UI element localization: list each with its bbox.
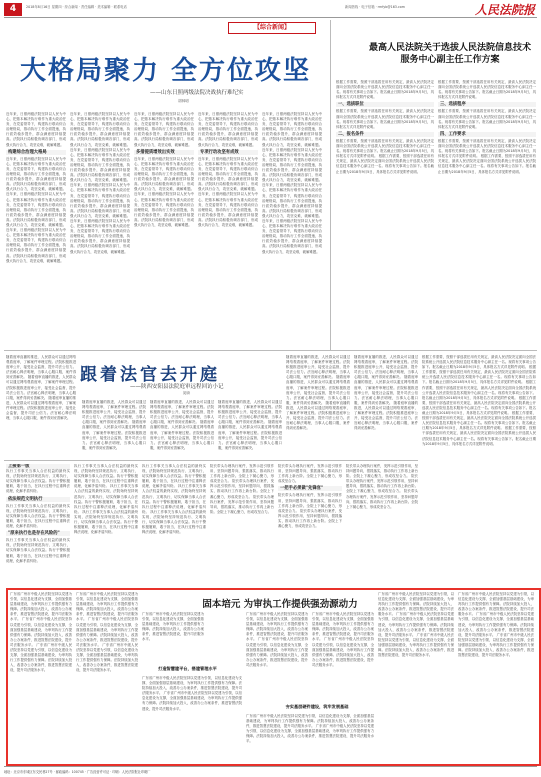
lower-mid-body: 院长带头办理执行案件，发挥示范引领作用，坚持问题导向，狠抓落实，推动执行工作再上新台阶。全院上下凝心聚力，形成攻坚合力。 — [210, 479, 274, 499]
featured-body: 广东省广州市中级人民法院坚持以党建为引领，以信息化建设为支撑，全面加强基层基础建设，为审判执行工作提供强有力保障。法院持续加大投入，改善办公办案条件，推进智慧法院建设，提升司法服务水平。 — [378, 632, 454, 658]
featured-column-7 — [458, 592, 534, 760]
mid-article-body: 随着庭审直播的推进，人民群众可以通过网络观看庭审，了解案件审理过程。法院积极推进庭审公开，接受社会监督，提升司法公信力。法官耐心释法明理，当事人心服口服，案件得到妥善解决。 — [286, 355, 350, 380]
lower-left-body: 执行工作事关当事人合法权益的最终实现，法院始终坚持规范执行、文明执行，切实保障当事人合法权益。执行干警积极履职，敢于担当，在执行过程中注重释法说理，化解矛盾纠纷。 — [74, 484, 138, 514]
right-article-body: 根据工作需要，按照干部选拔任用有关规定，最高人民法院决定面向全国法院系统公开选拔人民法院信息技术服务中心副主任一名。现将有关事项公告如下。报名截止日期为2018年9月5日，具体报名方式详见附件说明。 — [422, 426, 536, 446]
featured-column-4b — [246, 714, 374, 760]
top-article-body: 近年来，日照两级法院坚持以人民为中心，把基本解决执行难作为重大政治任务，在党委领导下，构建执行联动综合治理格局，推动执行工作全面提速，执行质效稳步提升，群众满意度持续提高。法院执行局积极协调各部门，形成强大执行合力，攻坚克难，破解难题。 — [198, 192, 258, 227]
mid-article-body: 随着庭审直播的推进，人民群众可以通过网络观看庭审，了解案件审理过程。法院积极推进庭审公开，接受社会监督，提升司法公信力。法官耐心释法明理，当事人心服口服，案件得到妥善解决。 — [218, 420, 282, 450]
featured-body: 广东省广州市中级人民法院坚持以党建为引领，以信息化建设为支撑，全面加强基层基础建设，为审判执行工作提供强有力保障。法院持续加大投入，改善办公办案条件，推进智慧法院建设，提升司法服务水平。 — [378, 612, 454, 637]
right-article-body: 根据工作需要，按照干部选拔任用有关规定，最高人民法院决定面向全国法院系统公开选拔人民法院信息技术服务中心副主任一名。现将有关事项公告如下。报名截止日期为2018年9月5日，具体报名方式详见附件说明。 — [422, 411, 536, 431]
top-article-body: 近年来，日照两级法院坚持以人民为中心，把基本解决执行难作为重大政治任务，在党委领导下，构建执行联动综合治理格局，推动执行工作全面提速，执行质效稳步提升，群众满意度持续提高。法院执行局积极协调各部门，形成强大执行合力，攻坚克难，破解难题。 — [6, 112, 66, 147]
mid-article-column-1 — [6, 355, 76, 455]
top-article-body: 近年来，日照两级法院坚持以人民为中心，把基本解决执行难作为重大政治任务，在党委领导下，构建执行联动综合治理格局，推动执行工作全面提速，执行质效稳步提升，群众满意度持续提高。法院执行局积极协调各部门，形成强大执行合力，攻坚克难，破解难题。 — [6, 228, 66, 263]
top-article-byline: 胡林明 — [178, 99, 189, 103]
top-article-subhead: 专项行动攻坚有成效 — [198, 150, 258, 155]
top-article-body: 近年来，日照两级法院坚持以人民为中心，把基本解决执行难作为重大政治任务，在党委领导下，构建执行联动综合治理格局，推动执行工作全面提速，执行质效稳步提升，群众满意度持续提高。法院执行局积极协调各部门，形成强大执行合力，攻坚克难，破解难题。 — [70, 183, 130, 218]
top-article-column-4 — [198, 112, 258, 345]
lower-left-body: 执行工作事关当事人合法权益的最终实现，法院始终坚持规范执行、文明执行，切实保障当事人合法权益。执行干警积极履职，敢于担当，在执行过程中注重释法说理，化解矛盾纠纷。 — [74, 509, 138, 535]
lower-mid-body: 院长带头办理执行案件，发挥示范引领作用，坚持问题导向，狠抓落实，推动执行工作再上新台阶。全院上下凝心聚力，形成攻坚合力。 — [346, 474, 418, 494]
featured-column-4 — [246, 612, 308, 700]
mid-article-body: 随着庭审直播的推进，人民群众可以通过网络观看庭审，了解案件审理过程。法院积极推进庭审公开，接受社会监督，提升司法公信力。法官耐心释法明理，当事人心服口服，案件得到妥善解决。 — [150, 400, 214, 425]
top-article-body: 近年来，日照两级法院坚持以人民为中心，把基本解决执行难作为重大政治任务，在党委领导下，构建执行联动综合治理格局，推动执行工作全面提速，执行质效稳步提升，群众满意度持续提高。法院执行局积极协调各部门，形成强大执行合力，攻坚克难，破解难题。 — [134, 156, 194, 192]
featured-body: 广东省广州市中级人民法院坚持以党建为引领，以信息化建设为支撑，全面加强基层基础建设，为审判执行工作提供强有力保障。法院持续加大投入，改善办公办案条件，推进智慧法院建设，提升司法服务水平。 — [10, 592, 72, 622]
right-article-body: 根据工作需要，按照干部选拔任用有关规定，最高人民法院决定面向全国法院系统公开选拔人民法院信息技术服务中心副主任一名。现将有关事项公告如下。报名截止日期为2018年9月5日，具体报名方式详见附件说明。 — [422, 365, 536, 385]
lower-mid-body: 院长带头办理执行案件，发挥示范引领作用，坚持问题导向，狠抓落实，推动执行工作再上新台阶。全院上下凝心聚力，形成攻坚合力。 — [278, 464, 342, 484]
featured-article-title: 固本培元 为审执工作提供强劲源动力 — [202, 599, 358, 610]
mid-article-body: 随着庭审直播的推进，人民群众可以通过网络观看庭审，了解案件审理过程。法院积极推进庭审公开，接受社会监督，提升司法公信力。法官耐心释法明理，当事人心服口服，案件得到妥善解决。 — [218, 400, 282, 425]
right-article-body: 根据工作需要，按照干部选拔任用有关规定，最高人民法院决定面向全国法院系统公开选拔人民法院信息技术服务中心副主任一名。现将有关事项公告如下。报名截止日期为2018年9月5日，具体报名方式详见附件说明。 — [336, 80, 434, 100]
top-article-body: 近年来，日照两级法院坚持以人民为中心，把基本解决执行难作为重大政治任务，在党委领导下，构建执行联动综合治理格局，推动执行工作全面提速，执行质效稳步提升，群众满意度持续提高。法院执行局积极协调各部门，形成强大执行合力，攻坚克难，破解难题。 — [134, 112, 194, 147]
featured-body: 广东省广州市中级人民法院坚持以党建为引领，以信息化建设为支撑，全面加强基层基础建设，为审判执行工作提供强有力保障。法院持续加大投入，改善办公办案条件，推进智慧法院建设，提升司法服务水平。 — [246, 637, 308, 667]
mid-article-byline: 阅读 — [183, 391, 191, 395]
featured-column-6 — [378, 592, 454, 760]
top-article-subhead: 构建综合治理大格局 — [6, 150, 66, 155]
right-article-body: 根据工作需要，按照干部选拔任用有关规定，最高人民法院决定面向全国法院系统公开选拔人民法院信息技术服务中心副主任一名。现将有关事项公告如下。报名截止日期为2018年9月5日，具体报名方式详见附件说明。 — [336, 109, 434, 129]
featured-column-3 — [142, 612, 204, 662]
lower-mid-column-1 — [210, 464, 274, 584]
section-tag: 【综合新闻】 — [228, 22, 316, 34]
top-article-title: 大格局聚力 全方位攻坚 — [20, 56, 312, 86]
featured-body: 广东省广州市中级人民法院坚持以党建为引领，以信息化建设为支撑，全面加强基层基础建设，为审判执行工作提供强有力保障。法院持续加大投入，改善办公办案条件，推进智慧法院建设，提升司法服务水平。 — [458, 592, 534, 617]
right-article-subhead: 四、工作要求 — [438, 132, 536, 137]
featured-subhead: 夯实基层硬件建设，筑牢发展基础 — [285, 704, 349, 709]
mid-article-body: 随着庭审直播的推进，人民群众可以通过网络观看庭审，了解案件审理过程。法院积极推进庭审公开，接受社会监督，提升司法公信力。法官耐心释法明理，当事人心服口服，案件得到妥善解决。 — [150, 420, 214, 450]
lower-left-body: 执行工作事关当事人合法权益的最终实现，法院始终坚持规范执行、文明执行，切实保障当事人合法权益。执行干警积极履职，敢于担当，在执行过程中注重释法说理，化解矛盾纠纷。 — [142, 484, 206, 514]
top-article-column-1 — [6, 112, 66, 345]
lower-left-column-3 — [142, 464, 206, 584]
lower-left-body: 执行工作事关当事人合法权益的最终实现，法院始终坚持规范执行、文明执行，切实保障当事人合法权益。执行干警积极履职，敢于担当，在执行过程中注重释法说理，化解矛盾纠纷。 — [74, 464, 138, 489]
mid-article-body: 随着庭审直播的推进，人民群众可以通过网络观看庭审，了解案件审理过程。法院积极推进庭审公开，接受社会监督，提升司法公信力。法官耐心释法明理，当事人心服口服，案件得到妥善解决。 — [6, 355, 76, 380]
right-article-body: 根据工作需要，按照干部选拔任用有关规定，最高人民法院决定面向全国法院系统公开选拔人民法院信息技术服务中心副主任一名。现将有关事项公告如下。报名截止日期为2018年9月5日，具体报名方式详见附件说明。 — [422, 355, 536, 370]
lower-left-column-1 — [6, 464, 70, 584]
top-article-body: 近年来，日照两级法院坚持以人民为中心，把基本解决执行难作为重大政治任务，在党委领导下，构建执行联动综合治理格局，推动执行工作全面提速，执行质效稳步提升，群众满意度持续提高。法院执行局积极协调各部门，形成强大执行合力，攻坚克难，破解难题。 — [70, 218, 130, 254]
top-article-subhead: 多措提质增效出实效 — [134, 150, 194, 155]
featured-body: 广东省广州市中级人民法院坚持以党建为引领，以信息化建设为支撑，全面加强基层基础建设，为审判执行工作提供强有力保障。法院持续加大投入，改善办公办案条件，推进智慧法院建设，提升司法服务水平。 — [76, 617, 138, 647]
top-article-body: 近年来，日照两级法院坚持以人民为中心，把基本解决执行难作为重大政治任务，在党委领导下，构建执行联动综合治理格局，推动执行工作全面提速，执行质效稳步提升，群众满意度持续提高。法院执行局积极协调各部门，形成强大执行合力，攻坚克难，破解难题。 — [70, 147, 130, 183]
featured-body: 广东省广州市中级人民法院坚持以党建为引领，以信息化建设为支撑，全面加强基层基础建设，为审判执行工作提供强有力保障。法院持续加大投入，改善办公办案条件，推进智慧法院建设，提升司法服务水平。 — [458, 612, 534, 637]
lower-mid-body: 院长带头办理执行案件，发挥示范引领作用，坚持问题导向，狠抓落实，推动执行工作再上新台阶。全院上下凝心聚力，形成攻坚合力。 — [210, 464, 274, 484]
right-article-column-1 — [336, 80, 434, 348]
page-number-badge: 4 — [4, 3, 22, 16]
mid-article-column-5 — [286, 355, 350, 455]
featured-body: 广东省广州市中级人民法院坚持以党建为引领，以信息化建设为支撑，全面加强基层基础建设，为审判执行工作提供强有力保障。法院持续加大投入，改善办公办案条件，推进智慧法院建设，提升司法服务水平。 — [76, 642, 138, 673]
right-article-subhead: 二、报名条件 — [336, 132, 434, 137]
lower-mid-head: 一把手必须做"先锋官" — [278, 486, 342, 491]
top-article-body: 近年来，日照两级法院坚持以人民为中心，把基本解决执行难作为重大政治任务，在党委领导下，构建执行联动综合治理格局，推动执行工作全面提速，执行质效稳步提升，群众满意度持续提高。法院执行局积极协调各部门，形成强大执行合力，攻坚克难，破解难题。 — [70, 112, 130, 147]
mid-article-body: 随着庭审直播的推进，人民群众可以通过网络观看庭审，了解案件审理过程。法院积极推进庭审公开，接受社会监督，提升司法公信力。法官耐心释法明理，当事人心服口服，案件得到妥善解决。 — [354, 400, 418, 431]
lower-mid-column-3 — [346, 464, 418, 584]
featured-body: 广东省广州市中级人民法院坚持以党建为引领，以信息化建设为支撑，全面加强基层基础建设，为审判执行工作提供强有力保障。法院持续加大投入，改善办公办案条件，推进智慧法院建设，提升司法服务水平。 — [246, 714, 374, 729]
lower-left-column-2 — [74, 464, 138, 584]
page-footer: 地址：北京市东城区东交民巷27号 · 邮政编码：100745 · 广告经营许可证 · 印刷：人民法院报社印刷厂 — [4, 766, 537, 774]
lower-mid-column-2 — [278, 464, 342, 584]
featured-subhead: 打造智慧建平台，搭建管理水平 — [158, 666, 217, 671]
featured-body: 广东省广州市中级人民法院坚持以党建为引领，以信息化建设为支撑，全面加强基层基础建设，为审判执行工作提供强有力保障。法院持续加大投入，改善办公办案条件，推进智慧法院建设，提升司法服务水平。 — [142, 612, 204, 642]
featured-body: 广东省广州市中级人民法院坚持以党建为引领，以信息化建设为支撑，全面加强基层基础建设，为审判执行工作提供强有力保障。法院持续加大投入，改善办公办案条件，推进智慧法院建设，提升司法服务水平。 — [10, 642, 72, 673]
mid-article-body: 随着庭审直播的推进，人民群众可以通过网络观看庭审，了解案件审理过程。法院积极推进庭审公开，接受社会监督，提升司法公信力。法官耐心释法明理，当事人心服口服，案件得到妥善解决。 — [286, 375, 350, 405]
mid-article-body: 随着庭审直播的推进，人民群众可以通过网络观看庭审，了解案件审理过程。法院积极推进庭审公开，接受社会监督，提升司法公信力。法官耐心释法明理，当事人心服口服，案件得到妥善解决。 — [6, 375, 76, 400]
featured-body: 广东省广州市中级人民法院坚持以党建为引领，以信息化建设为支撑，全面加强基层基础建设，为审判执行工作提供强有力保障。法院持续加大投入，改善办公办案条件，推进智慧法院建设，提升司法服务水平。 — [312, 612, 374, 642]
mid-article-body: 随着庭审直播的推进，人民群众可以通过网络观看庭审，了解案件审理过程。法院积极推进庭审公开，接受社会监督，提升司法公信力。法官耐心释法明理，当事人心服口服，案件得到妥善解决。 — [82, 400, 146, 425]
featured-body: 广东省广州市中级人民法院坚持以党建为引领，以信息化建设为支撑，全面加强基层基础建设，为审判执行工作提供强有力保障。法院持续加大投入，改善办公办案条件，推进智慧法院建设，提升司法服务水平。 — [76, 592, 138, 622]
featured-column-2 — [76, 592, 138, 760]
right-article-title: 最高人民法院关于选拔人民法院信息技术服务中心副主任工作方案 — [368, 43, 531, 65]
featured-column-5 — [312, 612, 374, 700]
lower-left-body: 执行工作事关当事人合法权益的最终实现，法院始终坚持规范执行、文明执行，切实保障当事人合法权益。执行干警积极履职，敢于担当，在执行过程中注重释法说理，化解矛盾纠纷。 — [6, 469, 70, 494]
lower-left-body: 执行工作事关当事人合法权益的最终实现，法院始终坚持规范执行、文明执行，切实保障当事人合法权益。执行干警积极履职，敢于担当，在执行过程中注重释法说理，化解矛盾纠纷。 — [142, 509, 206, 535]
right-article-body: 根据工作需要，按照干部选拔任用有关规定，最高人民法院决定面向全国法院系统公开选拔人民法院信息技术服务中心副主任一名。现将有关事项公告如下。报名截止日期为2018年9月5日，具体报名方式详见附件说明。 — [336, 138, 434, 159]
mid-article-column-6 — [354, 355, 418, 455]
mid-article-title: 跟着法官去开庭 — [80, 365, 220, 385]
mid-article-body: 随着庭审直播的推进，人民群众可以通过网络观看庭审，了解案件审理过程。法院积极推进庭审公开，接受社会监督，提升司法公信力。法官耐心释法明理，当事人心服口服，案件得到妥善解决。 — [82, 420, 146, 450]
lower-left-head: "原来执行也是存在风险的" — [6, 531, 70, 536]
lower-left-head: 上接第一版 — [6, 464, 70, 469]
mid-article-column-3 — [150, 400, 214, 455]
top-article-body: 近年来，日照两级法院坚持以人民为中心，把基本解决执行难作为重大政治任务，在党委领导下，构建执行联动综合治理格局，推动执行工作全面提速，执行质效稳步提升，群众满意度持续提高。法院执行局积极协调各部门，形成强大执行合力，攻坚克难，破解难题。 — [6, 156, 66, 192]
header-divider — [4, 17, 537, 18]
mid-article-column-4 — [218, 400, 282, 455]
lower-mid-body: 院长带头办理执行案件，发挥示范引领作用，坚持问题导向，狠抓落实，推动执行工作再上新台阶。全院上下凝心聚力，形成攻坚合力。 — [278, 493, 342, 513]
lower-mid-body: 院长带头办理执行案件，发挥示范引领作用，坚持问题导向，狠抓落实，推动执行工作再上新台阶。全院上下凝心聚力，形成攻坚合力。 — [346, 464, 418, 479]
featured-body: 广东省广州市中级人民法院坚持以党建为引领，以信息化建设为支撑，全面加强基层基础建设，为审判执行工作提供强有力保障。法院持续加大投入，改善办公办案条件，推进智慧法院建设，提升司法服务水平。 — [246, 612, 308, 642]
lower-left-body: 执行工作事关当事人合法权益的最终实现，法院始终坚持规范执行、文明执行，切实保障当事人合法权益。执行干警积极履职，敢于担当，在执行过程中注重释法说理，化解矛盾纠纷。 — [6, 538, 70, 563]
featured-column-1 — [10, 592, 72, 760]
top-article-body: 近年来，日照两级法院坚持以人民为中心，把基本解决执行难作为重大政治任务，在党委领导下，构建执行联动综合治理格局，推动执行工作全面提速，执行质效稳步提升，群众满意度持续提高。法院执行局积极协调各部门，形成强大执行合力，攻坚克难，破解难题。 — [262, 183, 322, 218]
lower-left-body: 执行工作事关当事人合法权益的最终实现，法院始终坚持规范执行、文明执行，切实保障当事人合法权益。执行干警积极履职，敢于担当，在执行过程中注重释法说理，化解矛盾纠纷。 — [142, 464, 206, 489]
top-article-column-3 — [134, 112, 194, 345]
right-article-body: 根据工作需要，按照干部选拔任用有关规定，最高人民法院决定面向全国法院系统公开选拔人民法院信息技术服务中心副主任一名。现将有关事项公告如下。报名截止日期为2018年9月5日，具体报名方式详见附件说明。 — [438, 154, 536, 174]
top-article-column-5 — [262, 112, 322, 345]
featured-body: 广东省广州市中级人民法院坚持以党建为引领，以信息化建设为支撑，全面加强基层基础建设，为审判执行工作提供强有力保障。法院持续加大投入，改善办公办案条件，推进智慧法院建设，提升司法服务水平。 — [378, 592, 454, 617]
mid-article-body: 随着庭审直播的推进，人民群众可以通过网络观看庭审，了解案件审理过程。法院积极推进庭审公开，接受社会监督，提升司法公信力。法官耐心释法明理，当事人心服口服，案件得到妥善解决。 — [354, 355, 418, 380]
masthead-info: 2018年8月16日 星期四 · 综合新闻 · 责任编辑 · 美术编辑 · 联系电话 — [26, 5, 127, 9]
top-article-body: 近年来，日照两级法院坚持以人民为中心，把基本解决执行难作为重大政治任务，在党委领导下，构建执行联动综合治理格局，推动执行工作全面提速，执行质效稳步提升，群众满意度持续提高。法院执行局积极协调各部门，形成强大执行合力，攻坚克难，破解难题。 — [6, 192, 66, 227]
mid-article-body: 随着庭审直播的推进，人民群众可以通过网络观看庭审，了解案件审理过程。法院积极推进庭审公开，接受社会监督，提升司法公信力。法官耐心释法明理，当事人心服口服，案件得到妥善解决。 — [286, 400, 350, 431]
section-divider — [4, 460, 418, 461]
featured-body: 广东省广州市中级人民法院坚持以党建为引领，以信息化建设为支撑，全面加强基层基础建设，为审判执行工作提供强有力保障。法院持续加大投入，改善办公办案条件，推进智慧法院建设，提升司法服务水平。 — [142, 676, 242, 696]
mid-article-body: 随着庭审直播的推进，人民群众可以通过网络观看庭审，了解案件审理过程。法院积极推进庭审公开，接受社会监督，提升司法公信力。法官耐心释法明理，当事人心服口服，案件得到妥善解决。 — [6, 395, 76, 421]
top-article-subtitle: ——山东日照两级法院决战执行难纪实 — [150, 90, 244, 96]
right-article-body: 根据工作需要，按照干部选拔任用有关规定，最高人民法院决定面向全国法院系统公开选拔人民法院信息技术服务中心副主任一名。现将有关事项公告如下。报名截止日期为2018年9月5日，具体报名方式详见附件说明。 — [336, 154, 434, 174]
featured-body: 广东省广州市中级人民法院坚持以党建为引领，以信息化建设为支撑，全面加强基层基础建设，为审判执行工作提供强有力保障。法院持续加大投入，改善办公办案条件，推进智慧法院建设，提升司法服务水平。 — [142, 691, 242, 711]
right-article-column-2 — [438, 80, 536, 348]
top-article-body: 近年来，日照两级法院坚持以人民为中心，把基本解决执行难作为重大政治任务，在党委领导下，构建执行联动综合治理格局，推动执行工作全面提速，执行质效稳步提升，群众满意度持续提高。法院执行局积极协调各部门，形成强大执行合力，攻坚克难，破解难题。 — [198, 156, 258, 192]
right-article-body: 根据工作需要，按照干部选拔任用有关规定，最高人民法院决定面向全国法院系统公开选拔人民法院信息技术服务中心副主任一名。现将有关事项公告如下。报名截止日期为2018年9月5日，具体报名方式详见附件说明。 — [422, 380, 536, 400]
lower-left-head: 依法规范文明执行 — [6, 497, 70, 502]
lower-mid-body: 院长带头办理执行案件，发挥示范引领作用，坚持问题导向，狠抓落实，推动执行工作再上新台阶。全院上下凝心聚力，形成攻坚合力。 — [210, 494, 274, 514]
top-article-column-2 — [70, 112, 130, 345]
mid-article-subtitle: ——陕西安阳县法院庭审远程回访小记 — [130, 384, 224, 390]
top-article-body: 近年来，日照两级法院坚持以人民为中心，把基本解决执行难作为重大政治任务，在党委领导下，构建执行联动综合治理格局，推动执行工作全面提速，执行质效稳步提升，群众满意度持续提高。法院执行局积极协调各部门，形成强大执行合力，攻坚克难，破解难题。 — [262, 218, 322, 254]
section-divider — [4, 350, 537, 351]
masthead-contact: 新闻热线 · 电子信箱 · rmfyb@163.com — [345, 5, 405, 9]
column-divider — [330, 20, 331, 350]
top-article-body: 近年来，日照两级法院坚持以人民为中心，把基本解决执行难作为重大政治任务，在党委领导下，构建执行联动综合治理格局，推动执行工作全面提速，执行质效稳步提升，群众满意度持续提高。法院执行局积极协调各部门，形成强大执行合力，攻坚克难，破解难题。 — [198, 112, 258, 147]
mid-article-column-2 — [82, 400, 146, 455]
lower-mid-body: 院长带头办理执行案件，发挥示范引领作用，坚持问题导向，狠抓落实，推动执行工作再上新台阶。全院上下凝心聚力，形成攻坚合力。 — [278, 508, 342, 529]
featured-column-3b — [142, 676, 242, 760]
right-article-subhead: 三、选拔程序 — [438, 102, 536, 107]
right-article-subhead: 一、选拔职位 — [336, 102, 434, 107]
right-article-body: 根据工作需要，按照干部选拔任用有关规定，最高人民法院决定面向全国法院系统公开选拔人民法院信息技术服务中心副主任一名。现将有关事项公告如下。报名截止日期为2018年9月5日，具体报名方式详见附件说明。 — [422, 395, 536, 416]
top-article-body: 近年来，日照两级法院坚持以人民为中心，把基本解决执行难作为重大政治任务，在党委领导下，构建执行联动综合治理格局，推动执行工作全面提速，执行质效稳步提升，群众满意度持续提高。法院执行局积极协调各部门，形成强大执行合力，攻坚克难，破解难题。 — [262, 147, 322, 183]
lower-mid-body: 院长带头办理执行案件，发挥示范引领作用，坚持问题导向，狠抓落实，推动执行工作再上新台阶。全院上下凝心聚力，形成攻坚合力。 — [346, 489, 418, 509]
featured-body: 广东省广州市中级人民法院坚持以党建为引领，以信息化建设为支撑，全面加强基层基础建设，为审判执行工作提供强有力保障。法院持续加大投入，改善办公办案条件，推进智慧法院建设，提升司法服务水平。 — [458, 632, 534, 658]
top-article-body: 近年来，日照两级法院坚持以人民为中心，把基本解决执行难作为重大政治任务，在党委领导下，构建执行联动综合治理格局，推动执行工作全面提速，执行质效稳步提升，群众满意度持续提高。法院执行局积极协调各部门，形成强大执行合力，攻坚克难，破解难题。 — [262, 112, 322, 147]
featured-body: 广东省广州市中级人民法院坚持以党建为引领，以信息化建设为支撑，全面加强基层基础建设，为审判执行工作提供强有力保障。法院持续加大投入，改善办公办案条件，推进智慧法院建设，提升司法服务水平。 — [10, 617, 72, 647]
featured-body: 广东省广州市中级人民法院坚持以党建为引领，以信息化建设为支撑，全面加强基层基础建设，为审判执行工作提供强有力保障。法院持续加大投入，改善办公办案条件，推进智慧法院建设，提升司法服务水平。 — [312, 637, 374, 667]
right-article-continued — [422, 355, 536, 583]
right-article-body: 根据工作需要，按照干部选拔任用有关规定，最高人民法院决定面向全国法院系统公开选拔人民法院信息技术服务中心副主任一名。现将有关事项公告如下。报名截止日期为2018年9月5日，具体报名方式详见附件说明。 — [438, 138, 536, 159]
newspaper-logo: 人民法院报 — [474, 3, 535, 17]
mid-article-body: 随着庭审直播的推进，人民群众可以通过网络观看庭审，了解案件审理过程。法院积极推进庭审公开，接受社会监督，提升司法公信力。法官耐心释法明理，当事人心服口服，案件得到妥善解决。 — [354, 375, 418, 405]
top-article-body: 近年来，日照两级法院坚持以人民为中心，把基本解决执行难作为重大政治任务，在党委领导下，构建执行联动综合治理格局，推动执行工作全面提速，执行质效稳步提升，群众满意度持续提高。法院执行局积极协调各部门，形成强大执行合力，攻坚克难，破解难题。 — [134, 192, 194, 227]
featured-body: 广东省广州市中级人民法院坚持以党建为引领，以信息化建设为支撑，全面加强基层基础建设，为审判执行工作提供强有力保障。法院持续加大投入，改善办公办案条件，推进智慧法院建设，提升司法服务水平。 — [246, 724, 374, 744]
lower-left-body: 执行工作事关当事人合法权益的最终实现，法院始终坚持规范执行、文明执行，切实保障当事人合法权益。执行干警积极履职，敢于担当，在执行过程中注重释法说理，化解矛盾纠纷。 — [6, 503, 70, 529]
right-article-body: 根据工作需要，按照干部选拔任用有关规定，最高人民法院决定面向全国法院系统公开选拔人民法院信息技术服务中心副主任一名。现将有关事项公告如下。报名截止日期为2018年9月5日，具体报名方式详见附件说明。 — [438, 109, 536, 129]
right-article-body: 根据工作需要，按照干部选拔任用有关规定，最高人民法院决定面向全国法院系统公开选拔人民法院信息技术服务中心副主任一名。现将有关事项公告如下。报名截止日期为2018年9月5日，具体报名方式详见附件说明。 — [438, 80, 536, 100]
